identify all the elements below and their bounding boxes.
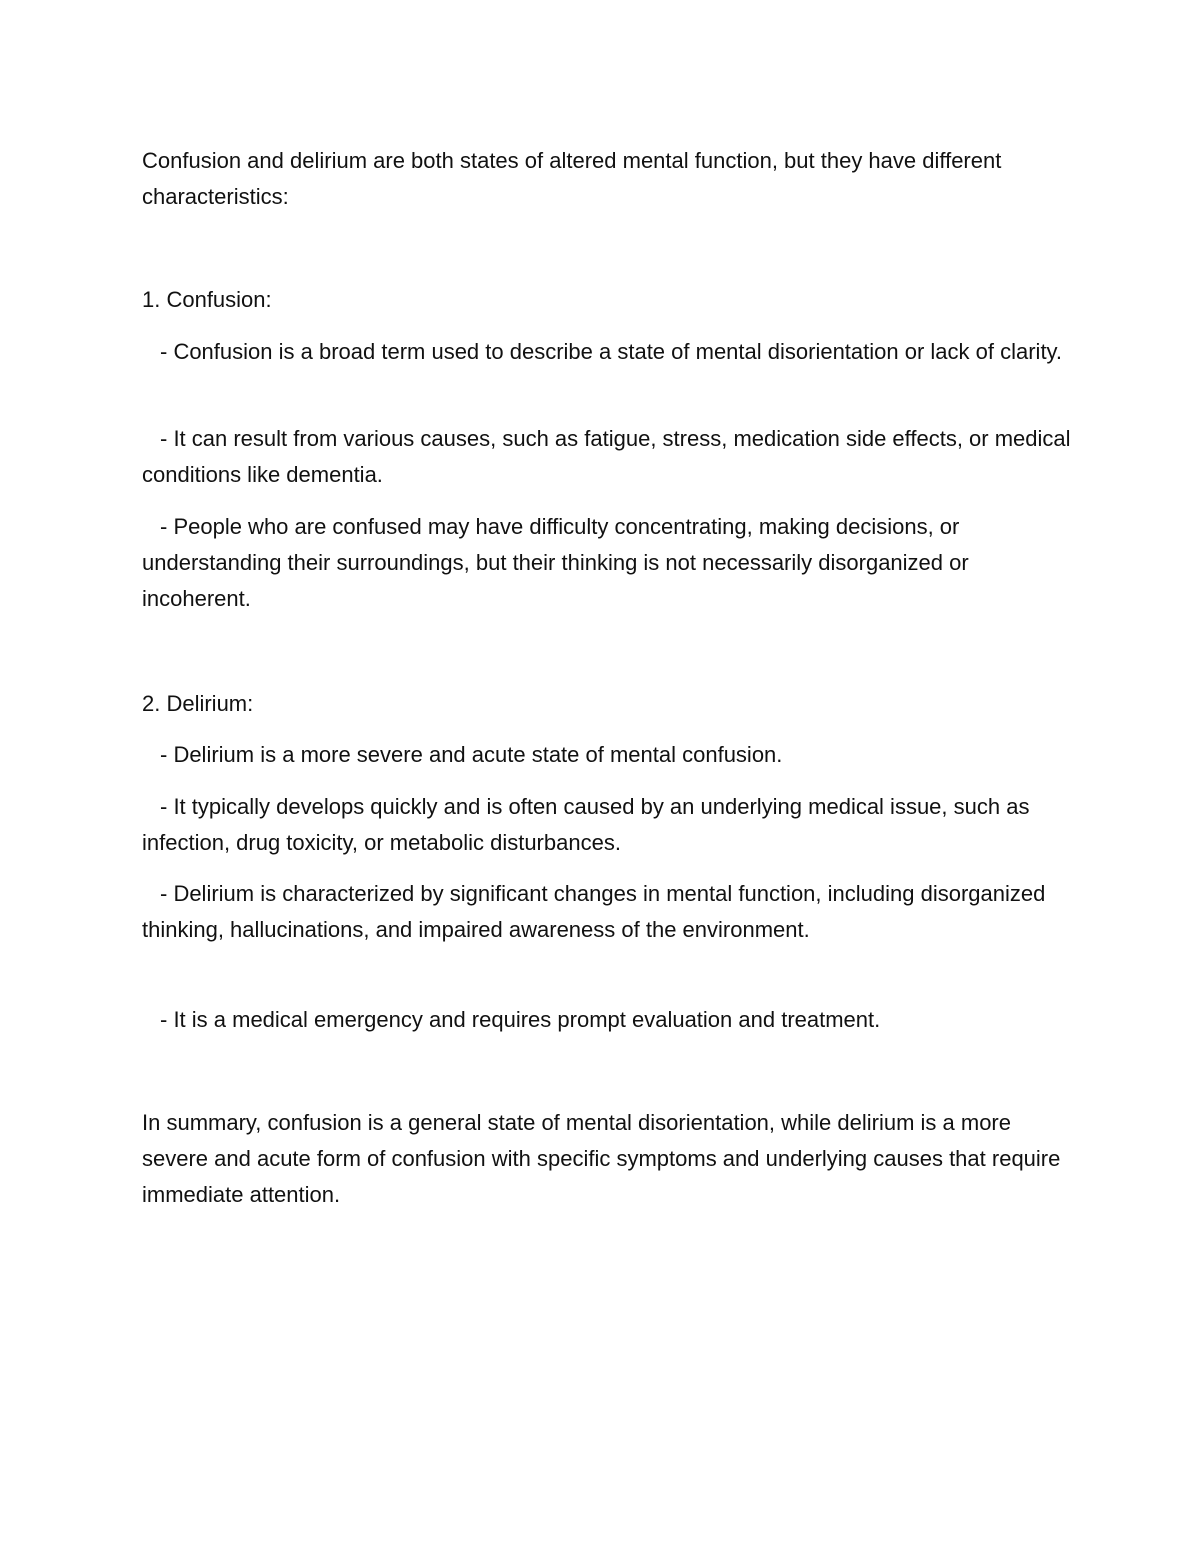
summary-paragraph: In summary, confusion is a general state of mental disorientation, while delirium is a more severe and acute form of confusion with specific symptoms and underlying causes that require immediate attention. (142, 1110, 1061, 1207)
confusion-bullet-3 (142, 509, 1082, 617)
delirium-bullet-3 (142, 876, 1082, 948)
bullet-text: - Delirium is characterized by significant changes in mental function, including disorganized thinking, hallucinations, and impaired awareness of the environment. (142, 881, 1046, 942)
section-heading-delirium: 2. Delirium: (142, 691, 254, 716)
delirium-bullet-2 (142, 789, 1082, 861)
bullet-text: - People who are confused may have difficulty concentrating, making decisions, or understanding their surroundings, but their thinking is not necessarily disorganized or incoherent. (142, 514, 969, 611)
delirium-bullet-4 (142, 1002, 1082, 1038)
delirium-bullet-1 (142, 737, 1082, 773)
intro-paragraph: Confusion and delirium are both states of altered mental function, but they have different characteristics: (142, 148, 1002, 209)
bullet-text: - It is a medical emergency and requires prompt evaluation and treatment. (160, 1007, 881, 1032)
bullet-text: - It typically develops quickly and is often caused by an underlying medical issue, such as infection, drug toxicity, or metabolic disturbances. (142, 794, 1030, 855)
confusion-bullet-1 (142, 334, 1082, 370)
bullet-text: - Delirium is a more severe and acute state of mental confusion. (160, 742, 783, 767)
bullet-text: - It can result from various causes, such as fatigue, stress, medication side effects, or medical conditions like dementia. (142, 426, 1071, 487)
section-heading-confusion: 1. Confusion: (142, 287, 272, 312)
confusion-bullet-2 (142, 421, 1082, 493)
bullet-text: - Confusion is a broad term used to describe a state of mental disorientation or lack of clarity. (160, 339, 1063, 364)
